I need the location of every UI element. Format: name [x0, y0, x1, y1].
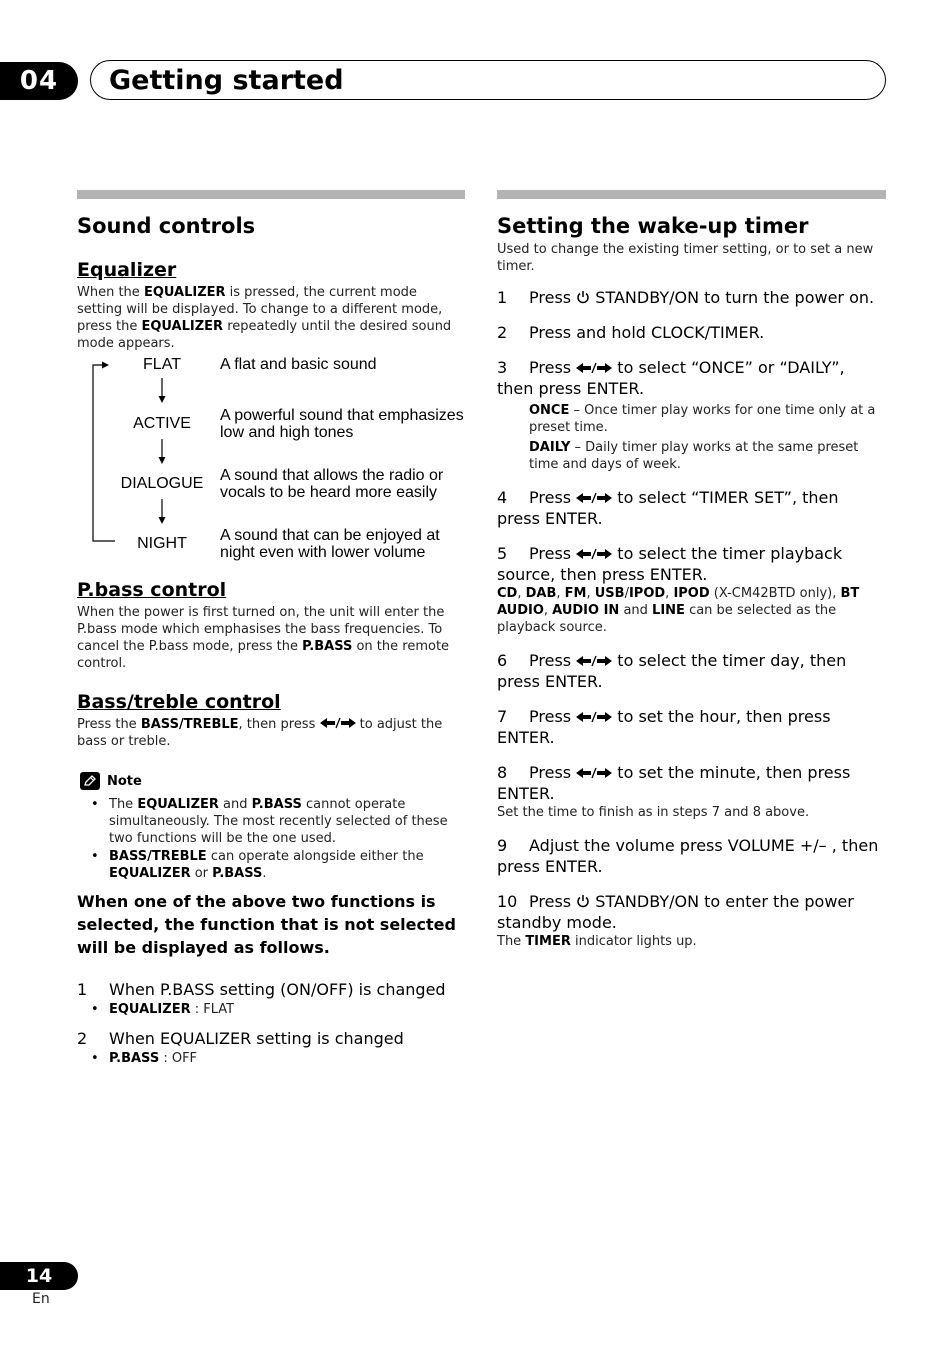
case-2-bullet: [77, 1050, 465, 1067]
timer-step-number: 3: [497, 358, 508, 377]
timer-step-6: [497, 650, 886, 692]
timer-step-1: [497, 287, 886, 308]
mode-dialogue: DIALOGUE: [120, 475, 204, 492]
mode-dialogue-desc: A sound that allows the radio or vocals to be heard more easily: [220, 467, 444, 501]
timer-step-number: 5: [497, 544, 508, 563]
bass-treble-text: Press the BASS/TREBLE, then press to adjust the bass or treble.: [77, 717, 443, 749]
equalizer-mode-diagram: [77, 358, 465, 578]
timer-step-3: [497, 357, 886, 473]
heading-bass-treble-control: Bass/treble control: [77, 691, 281, 713]
timer-step-note: Set the time to finish as in steps 7 and 8 above.: [497, 805, 810, 820]
heading-pbass-control: P.bass control: [77, 579, 227, 601]
left-right-arrows-icon: [576, 767, 612, 779]
heading-equalizer: Equalizer: [77, 259, 177, 281]
timer-step-text: 10 Press STANDBY/ON to enter the power standby mode.: [497, 892, 854, 932]
chapter-title: Getting started: [109, 64, 344, 96]
mode-night: NIGHT: [137, 535, 187, 552]
timer-step-number: 4: [497, 488, 508, 507]
case-2-bullet-value: : OFF: [159, 1051, 198, 1066]
note-bullet-1: • The EQUALIZER and P.BASS cannot operate simultaneously. The most recently selected of these two functions will be the one used.: [77, 796, 465, 847]
timer-step-5: [497, 543, 886, 636]
timer-step-number: 6: [497, 651, 508, 670]
timer-step-text: 7 Press to set the hour, then press ENTER.: [497, 707, 831, 747]
timer-step-text: 6 Press to select the timer day, then press ENTER.: [497, 651, 847, 691]
case-1-bullet-key: EQUALIZER: [109, 1002, 191, 1017]
timer-step-note: CD, DAB, FM, USB/IPOD, IPOD (X-CM42BTD only), BT AUDIO, AUDIO IN and LINE can be selected as the playback source.: [497, 586, 860, 635]
section-divider-bar: [497, 190, 886, 199]
timer-step-number: 7: [497, 707, 508, 726]
equalizer-intro: When the EQUALIZER is pressed, the current mode setting will be displayed. To change to a different mode, press the EQUALIZER repeatedly until the desired sound mode appears.: [77, 285, 452, 351]
timer-step-number: 2: [497, 323, 508, 342]
power-icon: [576, 290, 590, 304]
section-divider-bar: [77, 190, 465, 199]
timer-step-number: 8: [497, 763, 508, 782]
left-right-arrows-icon: [576, 362, 612, 374]
timer-step-text: 5 Press to select the timer playback source, then press ENTER.: [497, 544, 843, 584]
chapter-number-badge: [0, 62, 78, 100]
timer-step-text: 4 Press to select “TIMER SET”, then press ENTER.: [497, 488, 839, 528]
case-1-bullet: [77, 1001, 465, 1018]
timer-step-note: ONCE – Once timer play works for one time only at a preset time.: [529, 403, 876, 435]
timer-step-note: DAILY – Daily timer play works at the same preset time and days of week.: [529, 440, 859, 472]
pbass-text: When the power is first turned on, the unit will enter the P.bass mode which emphasises the bass frequencies. To cancel the P.bass mode, press the P.BASS on the remote control.: [77, 605, 450, 671]
timer-step-8: [497, 762, 886, 821]
mode-flat: FLAT: [143, 356, 181, 373]
pencil-icon: [80, 772, 100, 790]
timer-steps-list: [497, 287, 886, 950]
note-header: [77, 772, 465, 790]
mode-active-desc: A powerful sound that emphasizes low and high tones: [220, 407, 464, 441]
timer-step-text: 3 Press to select “ONCE” or “DAILY”, then press ENTER.: [497, 358, 845, 398]
timer-step-note: The TIMER indicator lights up.: [497, 934, 697, 949]
timer-step-text: 8 Press to set the minute, then press ENTER.: [497, 763, 851, 803]
language-code: En: [32, 1291, 50, 1307]
timer-step-number: 1: [497, 288, 508, 307]
case-2-bullet-key: P.BASS: [109, 1051, 160, 1066]
note-label: Note: [107, 773, 142, 789]
timer-step-7: [497, 706, 886, 748]
left-right-arrows-icon: [320, 717, 356, 729]
case-1-number: 1: [77, 980, 88, 999]
case-1-bullet-value: : FLAT: [190, 1002, 235, 1017]
note-bullet-2: • BASS/TREBLE can operate alongside either the EQUALIZER or P.BASS.: [77, 848, 465, 882]
left-right-arrows-icon: [576, 492, 612, 504]
functions-note-paragraph: When one of the above two functions is selected, the function that is not selected will be displayed as follows.: [77, 892, 456, 957]
case-1: [77, 979, 465, 1000]
timer-step-number: 10: [497, 892, 518, 911]
chapter-title-box: [90, 60, 886, 100]
mode-flat-desc: A flat and basic sound: [220, 356, 377, 373]
mode-night-desc: A sound that can be enjoyed at night even with lower volume: [220, 527, 440, 561]
case-2-number: 2: [77, 1029, 88, 1048]
timer-step-number: 9: [497, 836, 508, 855]
case-2-bullets: [77, 1050, 465, 1067]
mode-active: ACTIVE: [133, 415, 191, 432]
timer-step-4: [497, 487, 886, 529]
timer-step-text: 9 Adjust the volume press VOLUME +/– , then press ENTER.: [497, 836, 879, 876]
right-column: [497, 190, 886, 950]
page-number: 14: [25, 1265, 53, 1287]
power-icon: [576, 894, 590, 908]
note-bullets: [77, 796, 465, 882]
chapter-number: 04: [19, 66, 59, 96]
timer-step-text: 2 Press and hold CLOCK/TIMER.: [497, 323, 765, 342]
left-column: [77, 190, 465, 1068]
section-title-sound-controls: Sound controls: [77, 214, 256, 238]
left-right-arrows-icon: [576, 711, 612, 723]
case-2-text: When EQUALIZER setting is changed: [109, 1029, 404, 1048]
section-title-wake-up-timer: Setting the wake-up timer: [497, 214, 809, 238]
case-1-text: When P.BASS setting (ON/OFF) is changed: [109, 980, 446, 999]
timer-intro: Used to change the existing timer setting, or to set a new timer.: [497, 242, 874, 274]
timer-step-2: [497, 322, 886, 343]
timer-step-9: [497, 835, 886, 877]
left-right-arrows-icon: [576, 548, 612, 560]
left-right-arrows-icon: [576, 655, 612, 667]
timer-step-10: [497, 891, 886, 950]
case-1-bullets: [77, 1001, 465, 1018]
page-number-badge: [0, 1262, 78, 1290]
timer-step-text: 1 Press STANDBY/ON to turn the power on.: [497, 288, 875, 307]
case-2: [77, 1028, 465, 1049]
